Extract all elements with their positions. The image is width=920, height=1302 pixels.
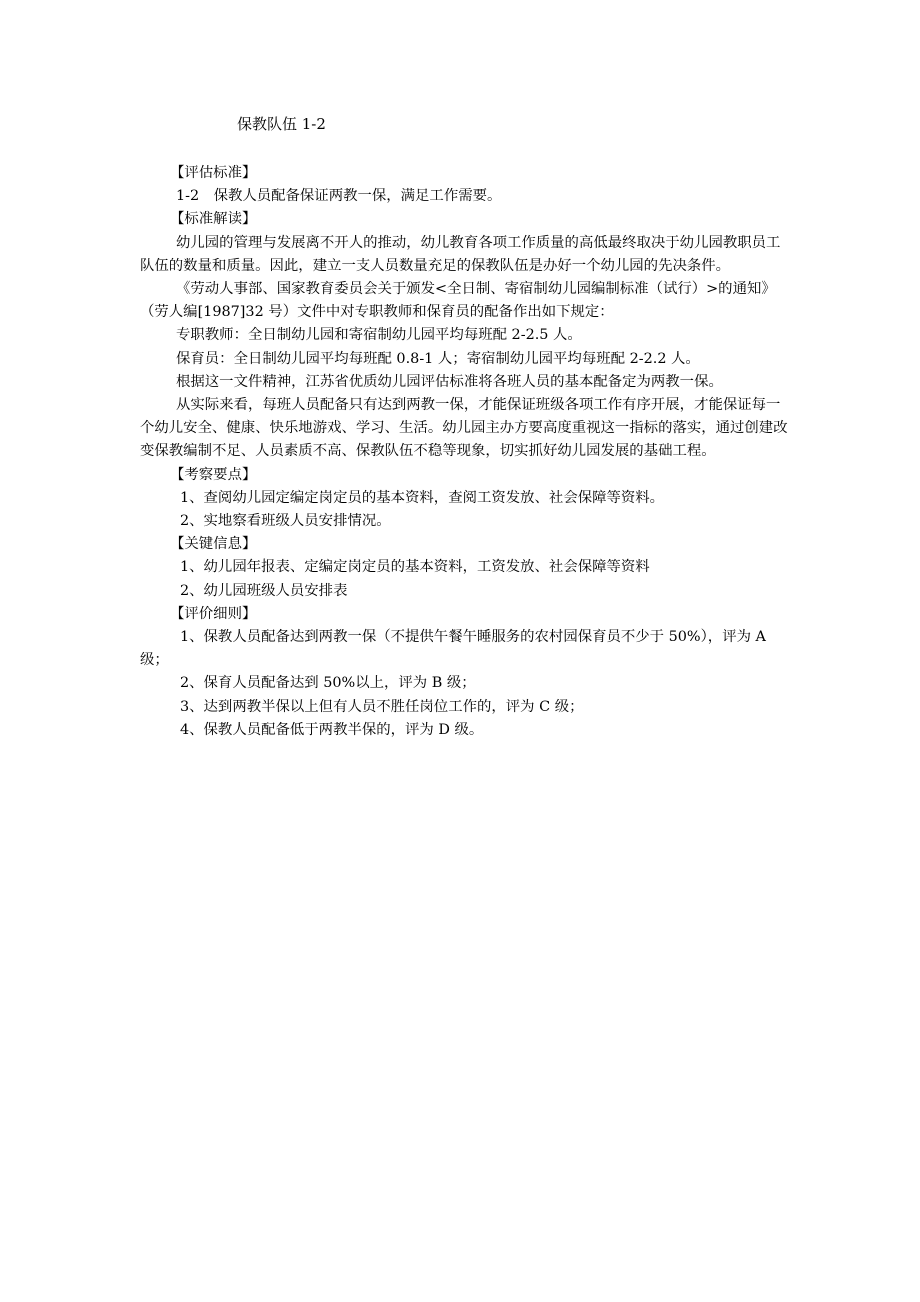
provincial-standard-paragraph: 根据这一文件精神，江苏省优质幼儿园评估标准将各班人员的基本配备定为两教一保。 bbox=[176, 373, 723, 390]
evaluation-detail-item: 3、达到两教半保以上但有人员不胜任岗位工作的，评为 C 级； bbox=[180, 698, 584, 715]
evaluation-detail-item: 1、保教人员配备达到两教一保（不提供午餐午睡服务的农村园保育员不少于 50%），评为 A 级； bbox=[140, 629, 766, 669]
inspection-point: 2、实地察看班级人员安排情况。 bbox=[180, 513, 391, 530]
caregiver-ratio-paragraph: 保育员：全日制幼儿园平均每班配 0.8-1 人；寄宿制幼儿园平均每班配 2-2.2 人。 bbox=[176, 350, 700, 367]
practice-paragraph: 从实际来看，每班人员配备只有达到两教一保，才能保证班级各项工作有序开展，才能保证每一个幼儿安全、健康、快乐地游戏、学习、生活。幼儿园主办方要高度重视这一指标的落实，通过创建改变保教编制不足、人员素质不高、保教队伍不稳等现象，切实抓好幼儿园发展的基础工程。 bbox=[140, 397, 788, 460]
interpretation-paragraph: 幼儿园的管理与发展离不开人的推动，幼儿教育各项工作质量的高低最终取决于幼儿园教职员工队伍的数量和质量。因此，建立一支人员数量充足的保教队伍是办好一个幼儿园的先决条件。 bbox=[140, 234, 781, 274]
section-heading-evaluation-details: 【评价细则】 bbox=[170, 605, 257, 622]
section-heading-standard-interpretation: 【标准解读】 bbox=[170, 211, 257, 228]
inspection-point: 1、查阅幼儿园定编定岗定员的基本资料，查阅工资发放、社会保障等资料。 bbox=[180, 489, 665, 506]
teacher-ratio-paragraph: 专职教师：全日制幼儿园和寄宿制幼儿园平均每班配 2-2.5 人。 bbox=[176, 327, 582, 344]
document-title: 保教队伍 1-2 bbox=[237, 115, 326, 133]
key-information-item: 1、幼儿园年报表、定编定岗定员的基本资料，工资发放、社会保障等资料 bbox=[180, 559, 650, 576]
section-heading-inspection-points: 【考察要点】 bbox=[170, 466, 257, 483]
section-heading-key-information: 【关键信息】 bbox=[170, 536, 257, 553]
document-body bbox=[140, 162, 788, 742]
evaluation-detail-item: 4、保教人员配备低于两教半保的，评为 D 级。 bbox=[180, 721, 484, 738]
evaluation-detail-item: 2、保育人员配备达到 50%以上，评为 B 级； bbox=[180, 675, 476, 692]
key-information-item: 2、幼儿园班级人员安排表 bbox=[180, 582, 348, 599]
regulation-reference-paragraph: 《劳动人事部、国家教育委员会关于颁发<全日制、寄宿制幼儿园编制标准（试行）>的通知》（劳人编[1987]32 号）文件中对专职教师和保育员的配备作出如下规定： bbox=[140, 281, 776, 321]
section-heading-assessment-standard: 【评估标准】 bbox=[170, 165, 257, 181]
standard-item: 1-2 保教人员配备保证两教一保，满足工作需要。 bbox=[176, 188, 502, 205]
